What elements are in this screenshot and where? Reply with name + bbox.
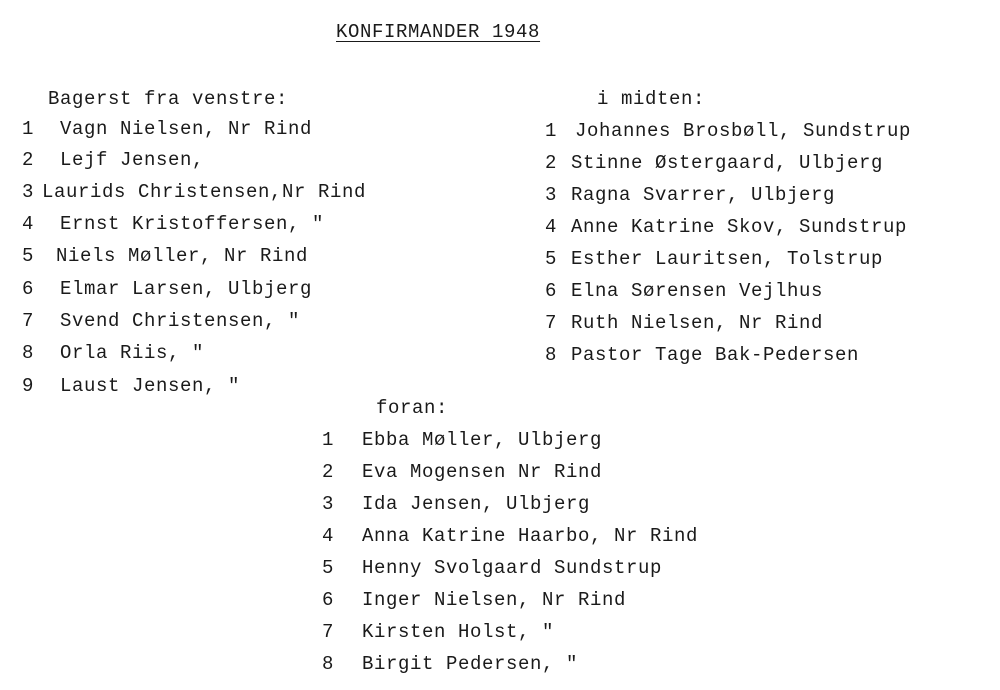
entry-number: 1 — [545, 120, 558, 142]
entry-number: 5 — [545, 248, 558, 270]
entry-number: 7 — [22, 310, 35, 332]
entry-number: 2 — [322, 461, 335, 483]
entry-name: Kirsten Holst, " — [362, 621, 555, 643]
entry-number: 7 — [545, 312, 558, 334]
heading-middle: i midten: — [597, 88, 706, 110]
entry-name: Esther Lauritsen, Tolstrup — [571, 248, 884, 270]
entry-name: Stinne Østergaard, Ulbjerg — [571, 152, 884, 174]
entry-name: Laurids Christensen,Nr Rind — [42, 181, 367, 203]
entry-name: Ruth Nielsen, Nr Rind — [571, 312, 824, 334]
entry-name: Ebba Møller, Ulbjerg — [362, 429, 603, 451]
entry-name: Anne Katrine Skov, Sundstrup — [571, 216, 908, 238]
entry-name: Laust Jensen, " — [60, 375, 241, 397]
entry-name: Henny Svolgaard Sundstrup — [362, 557, 663, 579]
entry-name: Vagn Nielsen, Nr Rind — [60, 118, 313, 140]
entry-number: 6 — [545, 280, 558, 302]
entry-number: 4 — [22, 213, 35, 235]
entry-name: Lejf Jensen, — [60, 149, 205, 171]
entry-name: Ernst Kristoffersen, " — [60, 213, 325, 235]
heading-front: foran: — [376, 397, 449, 419]
entry-name: Elmar Larsen, Ulbjerg — [60, 278, 313, 300]
entry-number: 6 — [22, 278, 35, 300]
heading-back: Bagerst fra venstre: — [48, 88, 289, 110]
entry-number: 8 — [322, 653, 335, 675]
entry-number: 3 — [545, 184, 558, 206]
entry-number: 8 — [22, 342, 35, 364]
entry-name: Ida Jensen, Ulbjerg — [362, 493, 591, 515]
entry-name: Niels Møller, Nr Rind — [56, 245, 309, 267]
entry-name: Pastor Tage Bak-Pedersen — [571, 344, 860, 366]
entry-name: Inger Nielsen, Nr Rind — [362, 589, 627, 611]
entry-number: 5 — [22, 245, 35, 267]
entry-number: 8 — [545, 344, 558, 366]
document-title: KONFIRMANDER 1948 — [336, 21, 541, 43]
entry-number: 2 — [545, 152, 558, 174]
entry-number: 3 — [22, 181, 35, 203]
entry-number: 1 — [22, 118, 35, 140]
entry-name: Orla Riis, " — [60, 342, 205, 364]
entry-name: Ragna Svarrer, Ulbjerg — [571, 184, 836, 206]
entry-number: 4 — [322, 525, 335, 547]
entry-number: 4 — [545, 216, 558, 238]
entry-name: Birgit Pedersen, " — [362, 653, 579, 675]
entry-number: 1 — [322, 429, 335, 451]
entry-number: 2 — [22, 149, 35, 171]
entry-name: Anna Katrine Haarbo, Nr Rind — [362, 525, 699, 547]
entry-name: Johannes Brosbøll, Sundstrup — [575, 120, 912, 142]
entry-number: 3 — [322, 493, 335, 515]
entry-number: 5 — [322, 557, 335, 579]
entry-number: 9 — [22, 375, 35, 397]
entry-name: Eva Mogensen Nr Rind — [362, 461, 603, 483]
entry-name: Svend Christensen, " — [60, 310, 301, 332]
entry-name: Elna Sørensen Vejlhus — [571, 280, 824, 302]
entry-number: 7 — [322, 621, 335, 643]
entry-number: 6 — [322, 589, 335, 611]
